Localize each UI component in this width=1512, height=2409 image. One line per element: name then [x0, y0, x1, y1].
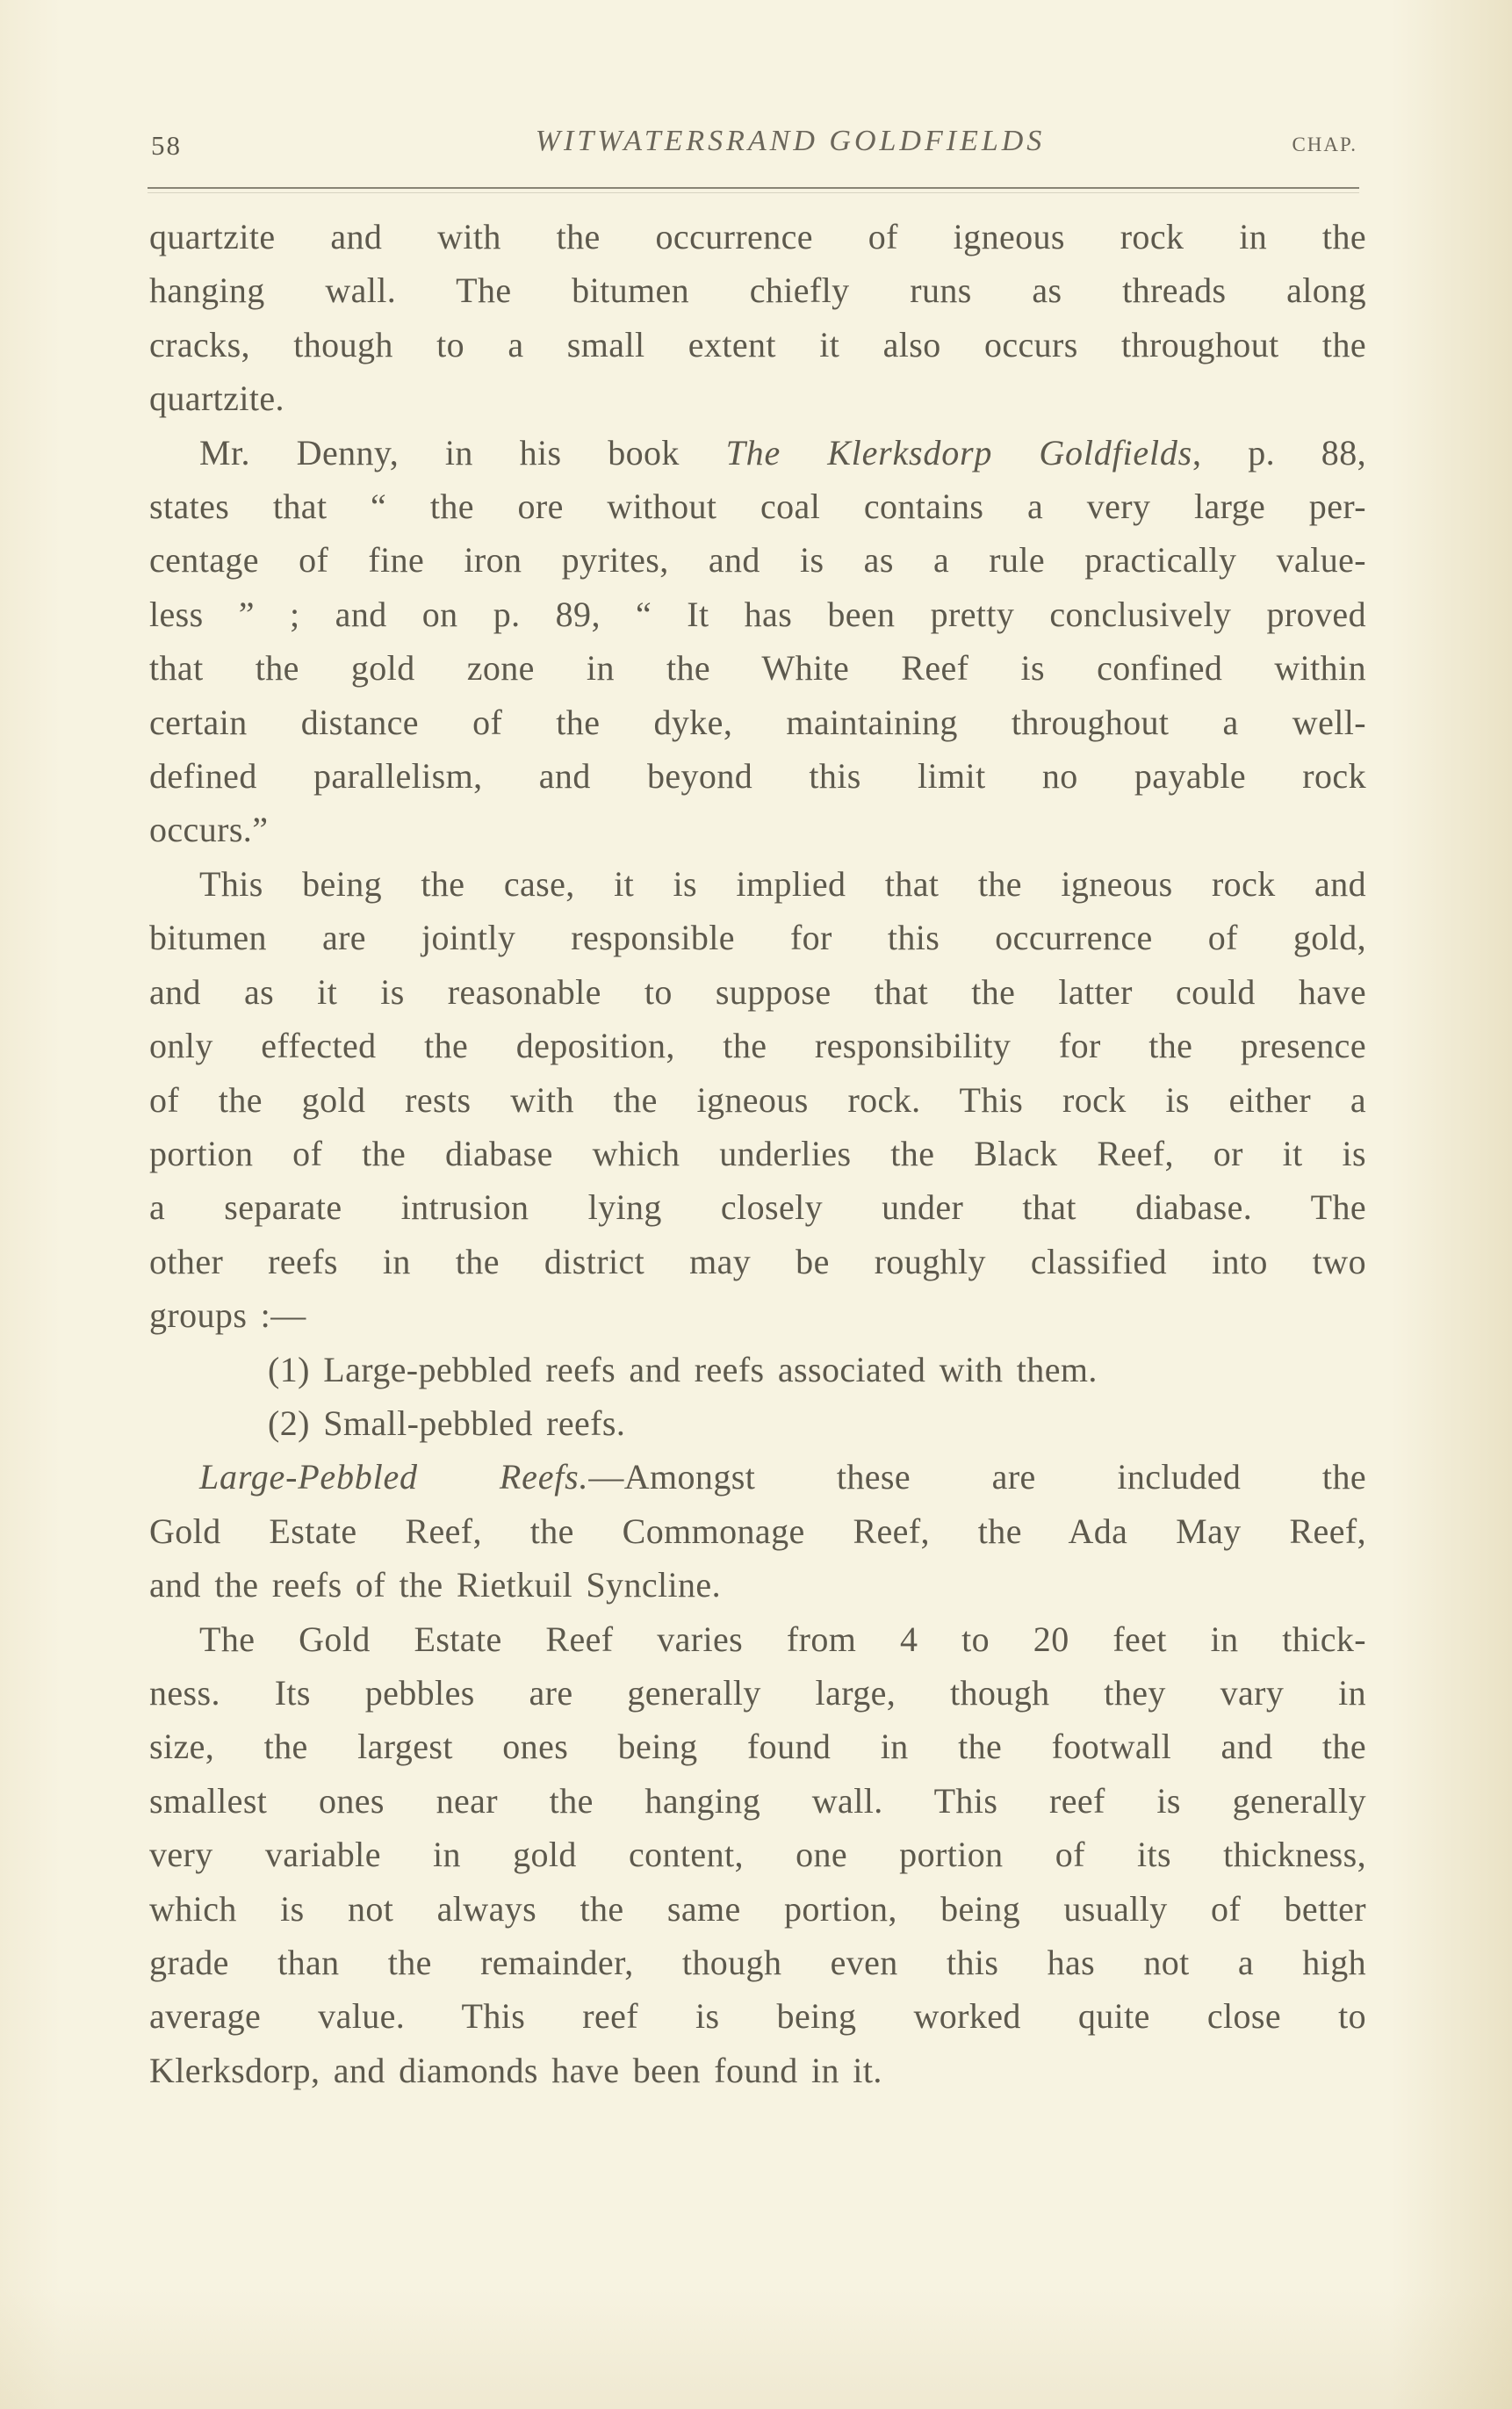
text-line: Mr. Denny, in his book The Klerksdorp Goldfields, p. 88,	[199, 432, 1366, 472]
text-line: grade than the remainder, though even this has not a high	[149, 1943, 1366, 1982]
text-line: other reefs in the district may be roughly classified into two	[149, 1241, 1366, 1281]
text-line: defined parallelism, and beyond this limit no payable rock	[149, 756, 1366, 797]
text-line: and as it is reasonable to suppose that the latter could have	[149, 971, 1366, 1012]
page-number: 58	[151, 130, 182, 161]
text-line: of the gold rests with the igneous rock. This rock is either a	[149, 1079, 1366, 1120]
running-title: WITWATERSRAND GOLDFIELDS	[535, 125, 1046, 157]
text-line: size, the largest ones being found in the footwall and the	[149, 1727, 1366, 1767]
text-line: that the gold zone in the White Reef is confined within	[149, 648, 1366, 689]
text-line: average value. This reef is being worked quite close to	[149, 1996, 1366, 2037]
text-line: cracks, though to a small extent it also occurs throughout the	[149, 324, 1366, 364]
running-head	[0, 121, 1512, 174]
text-line: which is not always the same portion, being usually of better	[149, 1888, 1366, 1929]
text-line: certain distance of the dyke, maintaining throughout a well-	[149, 702, 1366, 742]
header-rule	[148, 187, 1359, 193]
text-line: occurs.”	[149, 810, 269, 850]
text-line: The Gold Estate Reef varies from 4 to 20 feet in thick-	[199, 1619, 1366, 1659]
text-line: portion of the diabase which underlies the Black Reef, or it is	[149, 1133, 1366, 1173]
text-line: less ” ; and on p. 89, “ It has been pretty conclusively proved	[149, 594, 1366, 634]
text-line: Gold Estate Reef, the Commonage Reef, the Ada May Reef,	[149, 1511, 1366, 1551]
text-line: and the reefs of the Rietkuil Syncline.	[149, 1565, 721, 1605]
text-line: (1) Large-pebbled reefs and reefs associated with them.	[268, 1349, 1098, 1389]
text-line: only effected the deposition, the responsibility for the presence	[149, 1026, 1366, 1066]
text-line: Large-Pebbled Reefs.—Amongst these are included the	[199, 1457, 1366, 1497]
text-line: Klerksdorp, and diamonds have been found in it.	[149, 2050, 882, 2090]
text-line: quartzite and with the occurrence of igneous rock in the	[149, 217, 1366, 256]
text-line: centage of fine iron pyrites, and is as a rule practically value-	[149, 540, 1366, 581]
text-line: quartzite.	[149, 379, 284, 419]
page-body-text	[149, 210, 1366, 2097]
text-line: smallest ones near the hanging wall. This reef is generally	[149, 1780, 1366, 1821]
text-line: states that “ the ore without coal contains a very large per-	[149, 487, 1366, 527]
text-line: a separate intrusion lying closely under that diabase. The	[149, 1187, 1366, 1228]
text-line: groups :—	[149, 1295, 306, 1336]
text-line: ness. Its pebbles are generally large, though they vary in	[149, 1672, 1366, 1713]
text-line: hanging wall. The bitumen chiefly runs as threads along	[149, 270, 1366, 311]
text-line: very variable in gold content, one portion of its thickness,	[149, 1835, 1366, 1875]
text-line: This being the case, it is implied that the igneous rock and	[199, 863, 1366, 904]
text-line: (2) Small-pebbled reefs.	[268, 1403, 626, 1443]
text-line: bitumen are jointly responsible for this occurrence of gold,	[149, 918, 1366, 958]
chapter-label: CHAP.	[1292, 133, 1357, 155]
